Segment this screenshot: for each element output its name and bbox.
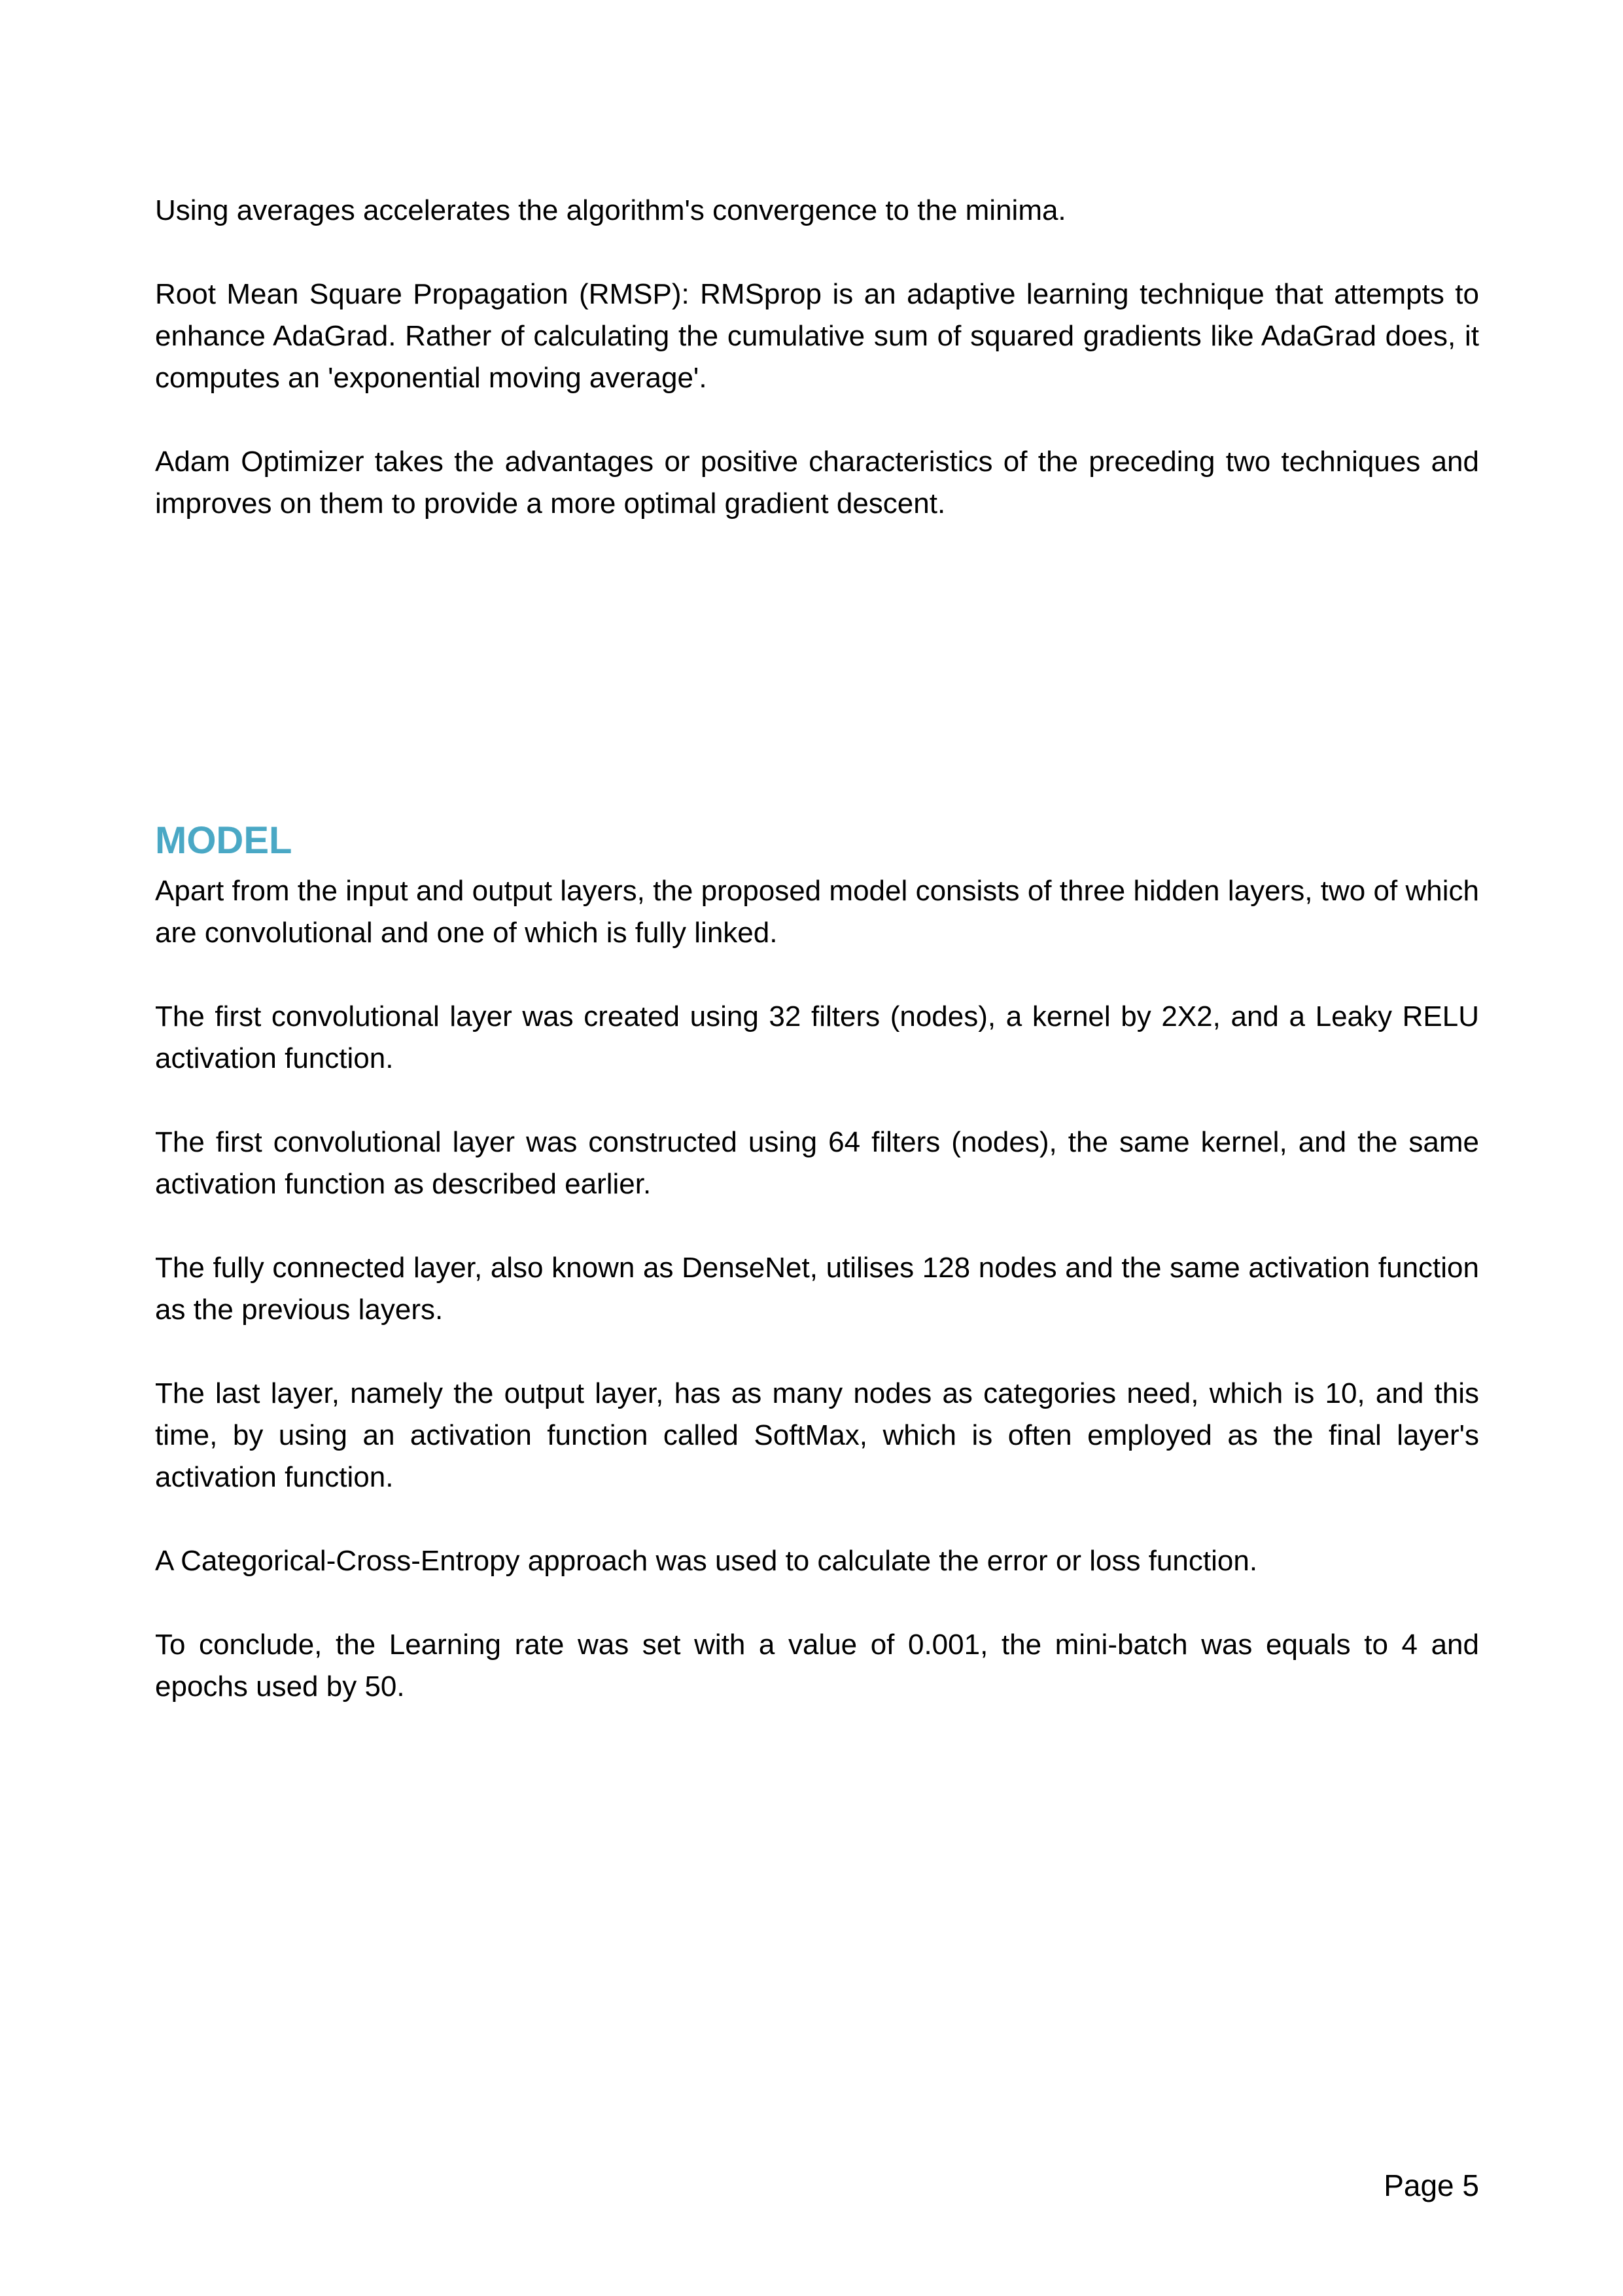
- model-paragraph: The fully connected layer, also known as DenseNet, utilises 128 nodes and the same activation function as the previous layers.: [155, 1252, 1479, 1326]
- intro-paragraph: Adam Optimizer takes the advantages or positive characteristics of the preceding two techniques and improves on them to provide a more optimal gradient descent.: [155, 446, 1479, 520]
- model-paragraph: To conclude, the Learning rate was set with a value of 0.001, the mini-batch was equals to 4 and epochs used by 50.: [155, 1629, 1479, 1703]
- model-paragraph: The first convolutional layer was created using 32 filters (nodes), a kernel by 2X2, and a Leaky RELU activation function.: [155, 1000, 1479, 1074]
- model-paragraph: The last layer, namely the output layer, has as many nodes as categories need, which is 10, and this time, by using an activation function called SoftMax, which is often employed as the final layer's activation function.: [155, 1377, 1479, 1493]
- intro-section: [155, 190, 1479, 525]
- page-number: Page 5: [1384, 2168, 1479, 2202]
- model-paragraph: Apart from the input and output layers, the proposed model consists of three hidden layers, two of which are convolutional and one of which is fully linked.: [155, 875, 1479, 949]
- model-paragraph: The first convolutional layer was constructed using 64 filters (nodes), the same kernel, and the same activation function as described earlier.: [155, 1126, 1479, 1200]
- intro-paragraph: Root Mean Square Propagation (RMSP): RMSprop is an adaptive learning technique that attempts to enhance AdaGrad. Rather of calculating the cumulative sum of squared gradients like AdaGrad does, it computes an 'exponential moving average'.: [155, 278, 1479, 394]
- intro-paragraph: Using averages accelerates the algorithm's convergence to the minima.: [155, 194, 1066, 226]
- section-heading-model: MODEL: [155, 819, 292, 862]
- model-paragraph: A Categorical-Cross-Entropy approach was used to calculate the error or loss function.: [155, 1545, 1258, 1577]
- model-section-body: [155, 870, 1479, 1708]
